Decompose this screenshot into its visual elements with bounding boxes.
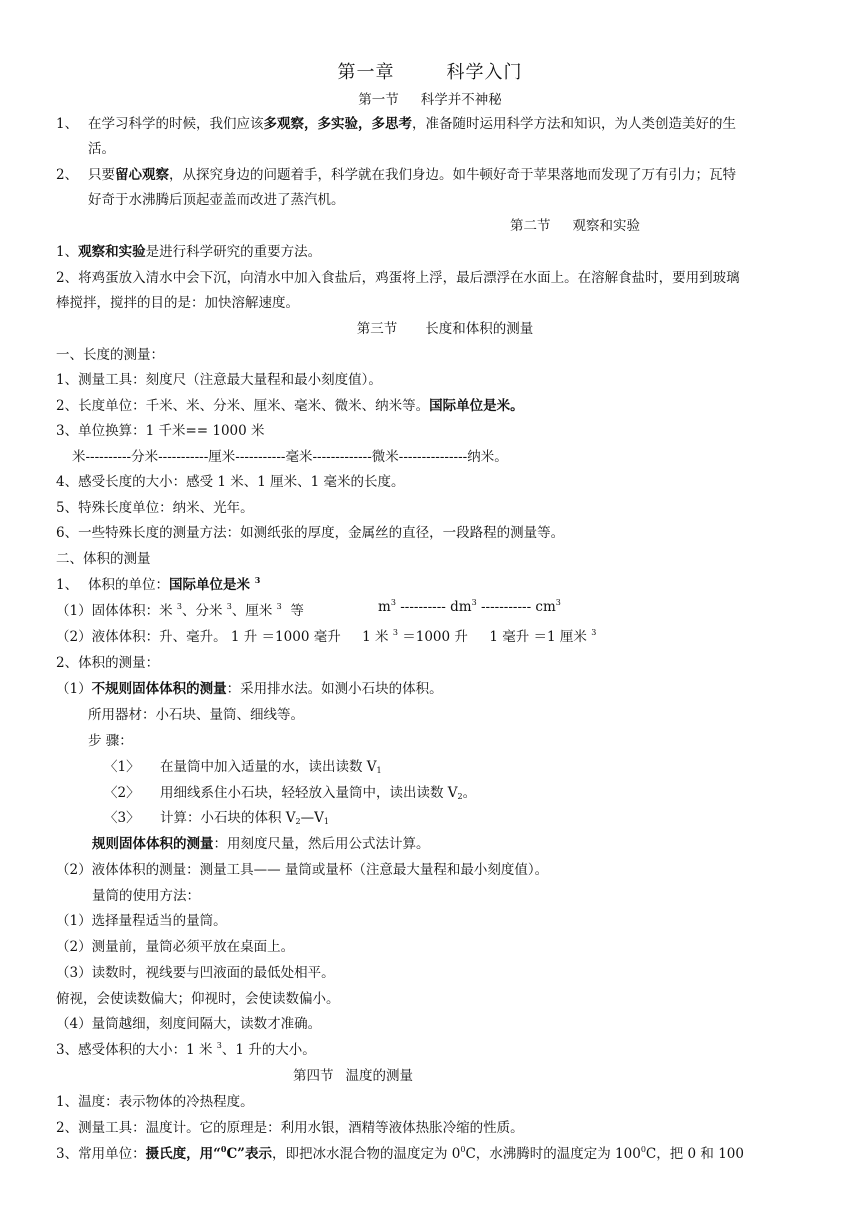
s3-regular-solid: 规则固体体积的测量：用刻度尺量，然后用公式法计算。 (92, 836, 430, 852)
chapter-title (0, 58, 860, 84)
s3-line-5: 5、特殊长度单位：纳米、光年。 (56, 500, 254, 516)
s3-cylinder-usage: 量筒的使用方法： (92, 888, 200, 904)
s3-step-3: 计算：小石块的体积 $V_2—V_1$ (160, 810, 329, 826)
s3-line-2: 2、长度单位：千米、米、分米、厘米、毫米、微米、纳米等。国际单位是米。 (56, 398, 524, 414)
s3-solid-volume: （1）固体体积：米 $^3$、分米 $^3$、厘米 $^3$ 等 (56, 602, 304, 619)
chapter-number: 第一章 (337, 62, 395, 83)
s3-step-2: 用细线系住小石块，轻轻放入量筒中，读出读数 $V_2$。 (160, 785, 477, 801)
s2-item-1: 1、观察和实验是进行科学研究的重要方法。 (56, 244, 322, 260)
s4-line-2: 2、测量工具：温度计。它的原理是：利用水银，酒精等液体热胀冷缩的性质。 (56, 1120, 524, 1136)
section-2-heading: 第二节 观察和实验 (510, 218, 640, 234)
s3-volume-feel: 3、感受体积的大小：1 米 $^3$、1 升的大小。 (56, 1041, 316, 1058)
s3-line-4: 4、感受长度的大小：感受 1 米、1 厘米、1 毫米的长度。 (56, 474, 405, 490)
s3-volume-chain: $m^3$ ---------- $dm^3$ ----------- $cm^3$ (378, 598, 561, 615)
s3-heading-length: 一、长度的测量： (56, 347, 164, 363)
s3-volume-unit: 体积的单位：国际单位是米 $^3$ (88, 575, 261, 593)
s3-usage-2: （2）测量前，量筒必须平放在桌面上。 (56, 939, 295, 955)
s3-step-1: 在量筒中加入适量的水，读出读数 $V_1$ (160, 759, 382, 775)
s3-line-1: 1、测量工具：刻度尺（注意最大量程和最小刻度值）。 (56, 372, 382, 388)
s3-volume-unit-number: 1、 (56, 577, 79, 593)
s2-item-2-cont: 棒搅拌，搅拌的目的是：加快溶解速度。 (56, 295, 299, 311)
s3-step-3-number: 〈3〉 (104, 810, 140, 826)
s1-item-2-cont: 好奇于水沸腾后顶起壶盖而改进了蒸汽机。 (88, 192, 345, 208)
s3-heading-volume: 二、体积的测量 (56, 551, 151, 567)
s1-item-2: 只要留心观察，从探究身边的问题着手，科学就在我们身边。如牛顿好奇于苹果落地而发现了万有引力；瓦特 (88, 167, 736, 183)
s1-item-2-number: 2、 (56, 167, 79, 183)
section-3-heading: 第三节 长度和体积的测量 (356, 321, 534, 337)
s1-item-1: 在学习科学的时候，我们应该多观察，多实验，多思考，准备随时运用科学方法和知识，为人类创造美好的生 (88, 116, 736, 132)
section-1-heading: 第一节 科学并不神秘 (358, 92, 502, 108)
s3-usage-3: （3）读数时，视线要与凹液面的最低处相平。 (56, 965, 335, 981)
s3-step-2-number: 〈2〉 (104, 785, 140, 801)
s4-line-1: 1、温度：表示物体的冷热程度。 (56, 1094, 254, 1110)
s1-item-1-cont: 活。 (88, 141, 115, 157)
s3-unit-chain: 米----------分米-----------厘米-----------毫米-------------微米---------------纳米。 (72, 449, 508, 465)
s3-liquid-volume: （2）液体体积：升、毫升。 1 升 ＝1000 毫升 1 米 $^3$ ＝1000 升 1 毫升 ＝1 厘米 $^3$ (56, 628, 597, 645)
s2-item-2: 2、将鸡蛋放入清水中会下沉，向清水中加入食盐后，鸡蛋将上浮，最后漂浮在水面上。在溶解食盐时，要用到玻璃 (56, 270, 740, 286)
chapter-name: 科学入门 (446, 62, 523, 83)
s3-step-1-number: 〈1〉 (104, 759, 140, 775)
s3-usage-4: （4）量筒越细，刻度间隔大，读数才准确。 (56, 1016, 322, 1032)
s3-steps-label: 步 骤： (88, 733, 133, 749)
s3-usage-3-note: 俯视，会使读数偏大；仰视时，会使读数偏小。 (56, 991, 340, 1007)
s3-irregular-solid: （1）不规则固体体积的测量：采用排水法。如测小石块的体积。 (56, 681, 443, 697)
s4-line-3: 3、常用单位：摄氏度，用“$^0$C”表示，即把冰水混合物的温度定为 $0^0C$，水沸腾时的温度定为 $100^0C$，把 0 和 100 (56, 1144, 744, 1162)
s3-volume-measure: 2、体积的测量： (56, 655, 160, 671)
s3-usage-1: （1）选择量程适当的量筒。 (56, 913, 227, 929)
s3-equipment: 所用器材：小石块、量筒、细线等。 (88, 707, 304, 723)
s3-line-6: 6、一些特殊长度的测量方法：如测纸张的厚度，金属丝的直径，一段路程的测量等。 (56, 525, 565, 541)
s3-liquid-measure: （2）液体体积的测量：测量工具—— 量筒或量杯（注意最大量程和最小刻度值）。 (56, 862, 549, 878)
section-4-heading: 第四节 温度的测量 (293, 1068, 413, 1084)
s3-line-3: 3、单位换算：1 千米== 1000 米 (56, 423, 265, 439)
s1-item-1-number: 1、 (56, 116, 79, 132)
